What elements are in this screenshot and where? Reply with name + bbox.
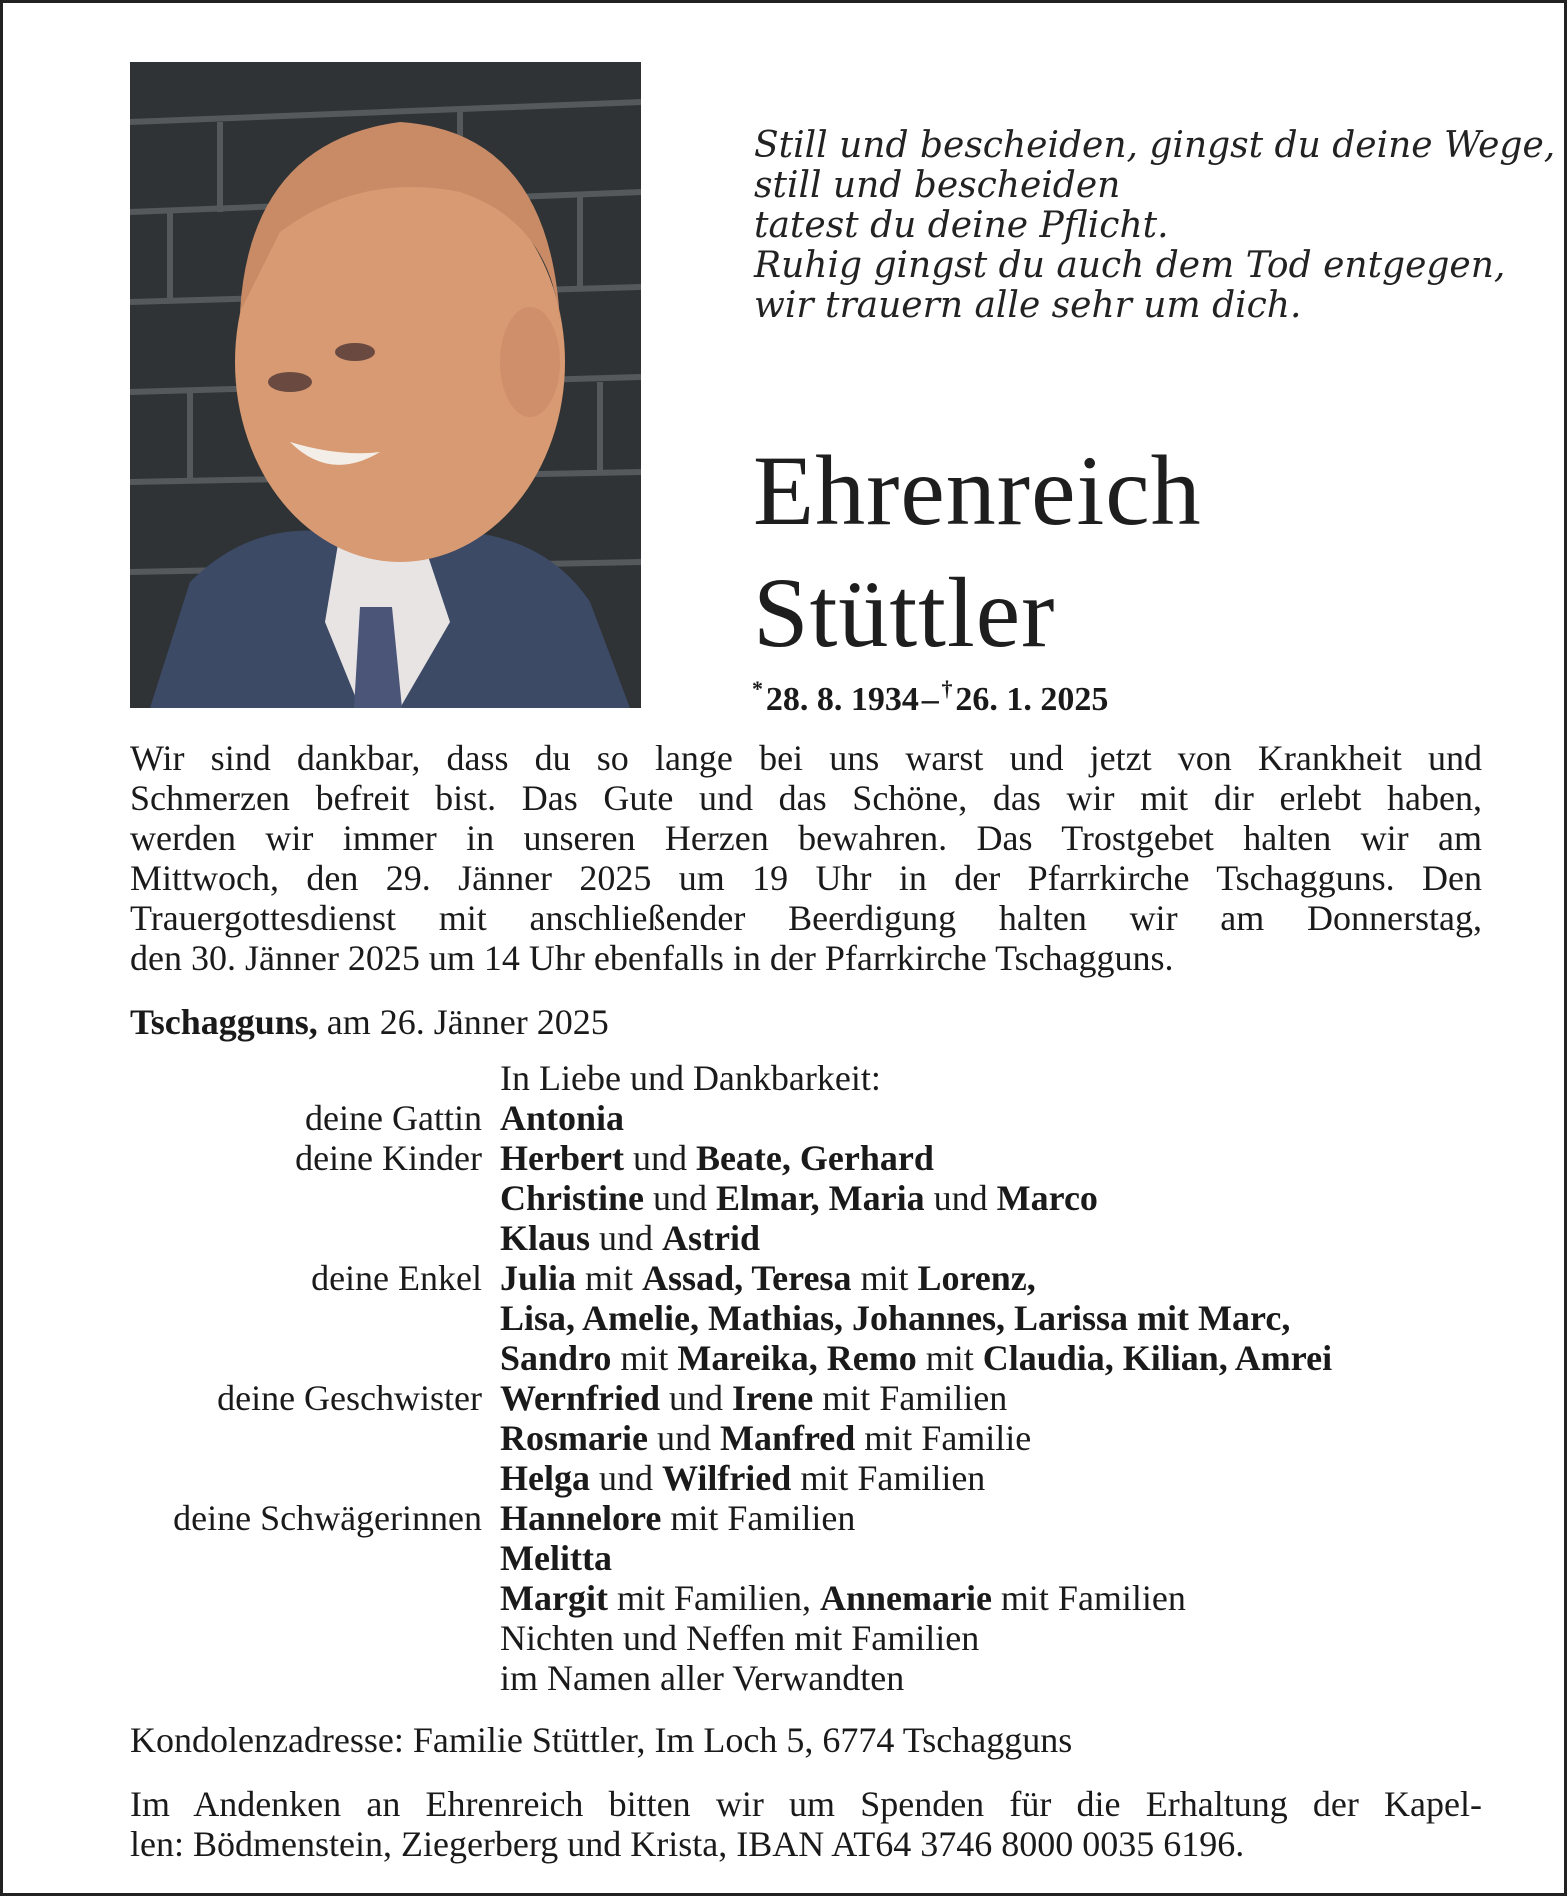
text-line: Trauergottesdienst mit anschließender Beerdigung halten wir am Donnerstag,: [130, 898, 1482, 938]
mourner-connector: mit Familien: [661, 1498, 856, 1538]
mourner-name: Elmar, Maria: [716, 1178, 925, 1218]
mourner-relation-label: [0, 1458, 500, 1498]
mourner-connector: mit Familien: [991, 1578, 1186, 1618]
mourner-row: [0, 1578, 1520, 1618]
mourner-name: Annemarie: [819, 1578, 992, 1618]
mourners-list: [0, 1058, 1520, 1698]
poem-line: Still und bescheiden, gingst du deine Wege,: [754, 125, 1556, 166]
mourner-connector: mit: [576, 1258, 643, 1298]
mourner-names: [500, 1258, 1036, 1298]
mourner-name: Melitta: [500, 1538, 612, 1578]
mourner-names: [500, 1098, 624, 1138]
mourner-row: [0, 1538, 1520, 1578]
mourner-connector: und: [589, 1458, 662, 1498]
mourner-row: [0, 1378, 1520, 1418]
text-line: Wir sind dankbar, dass du so lange bei uns warst und jetzt von Krankheit und: [130, 738, 1482, 778]
mourner-connector: und: [590, 1218, 663, 1258]
mourner-relation-label: [0, 1618, 500, 1658]
mourner-name: Herbert: [500, 1138, 624, 1178]
mourner-connector: und: [647, 1418, 720, 1458]
mourner-relation-label: [0, 1298, 500, 1338]
mourner-names: [500, 1138, 934, 1178]
text-line: Im Andenken an Ehrenreich bitten wir um Spenden für die Erhaltung der Kapel-: [130, 1784, 1482, 1824]
date-separator: –: [921, 681, 939, 718]
text-line: len: Bödmenstein, Ziegerberg und Krista, IBAN AT64 3746 8000 0035 6196.: [130, 1824, 1245, 1864]
portrait-photo: [130, 62, 641, 708]
mourner-name: Wilfried: [661, 1458, 792, 1498]
mourner-row: [0, 1098, 1520, 1138]
mourner-name: Lisa, Amelie, Mathias, Johannes, Larissa mit Marc,: [500, 1298, 1291, 1338]
mourner-connector: und: [644, 1178, 716, 1218]
mourner-row: [0, 1178, 1520, 1218]
poem-line: wir trauern alle sehr um dich.: [754, 285, 1302, 326]
mourner-row: [0, 1658, 1520, 1698]
birth-date: 28. 8. 1934: [765, 681, 919, 718]
place-date: am 26. Jänner 2025: [317, 1002, 609, 1042]
mourner-relation-label: [0, 1418, 500, 1458]
mourner-name: Hannelore: [500, 1498, 662, 1538]
mourner-connector: mit: [916, 1338, 983, 1378]
text-line: Schmerzen befreit bist. Das Gute und das Schöne, das wir mit dir erlebt haben,: [130, 778, 1482, 818]
text-line: Mittwoch, den 29. Jänner 2025 um 19 Uhr in der Pfarrkirche Tschagguns. Den: [130, 858, 1482, 898]
mourner-name: Beate, Gerhard: [695, 1138, 934, 1178]
mourner-row: [0, 1498, 1520, 1538]
mourner-connector: und: [659, 1378, 732, 1418]
mourner-names: [500, 1498, 855, 1538]
mourner-names: [500, 1378, 1007, 1418]
mourner-names: [500, 1218, 760, 1258]
memorial-poem: [754, 125, 1556, 326]
mourner-row: [0, 1298, 1520, 1338]
mourner-name: Christine: [500, 1178, 644, 1218]
mourner-names: [500, 1618, 979, 1658]
mourner-name: Klaus: [500, 1218, 591, 1258]
mourner-connector: und: [924, 1178, 997, 1218]
mourner-name: Manfred: [719, 1418, 856, 1458]
mourner-name: Rosmarie: [500, 1418, 648, 1458]
mourner-connector: mit Familien: [813, 1378, 1008, 1418]
mourner-names: [500, 1658, 904, 1698]
place-and-date: [130, 1002, 1482, 1042]
mourner-name: Antonia: [500, 1098, 625, 1138]
mourner-row: [0, 1458, 1520, 1498]
mourner-row: [0, 1138, 1520, 1178]
mourners-intro: In Liebe und Dankbarkeit:: [500, 1058, 881, 1098]
mourner-name: Marco: [996, 1178, 1098, 1218]
mourner-relation-label: deine Enkel: [311, 1258, 482, 1298]
text-line: den 30. Jänner 2025 um 14 Uhr ebenfalls in der Pfarrkirche Tschagguns.: [130, 938, 1174, 978]
mourner-relation-label: [0, 1218, 500, 1258]
mourner-relation-label: [0, 1178, 500, 1218]
mourner-name: Lorenz,: [917, 1258, 1036, 1298]
mourner-connector: im Namen aller Verwandten: [500, 1658, 905, 1698]
mourners-intro-row: [0, 1058, 1520, 1098]
mourner-relation-label: deine Gattin: [305, 1098, 482, 1138]
deceased-name: [753, 430, 1202, 674]
mourner-name: Astrid: [662, 1218, 761, 1258]
mourner-relation-label: [0, 1538, 500, 1578]
mourner-connector: Nichten und Neffen mit Familien: [500, 1618, 980, 1658]
mourner-name: Claudia, Kilian, Amrei: [982, 1338, 1333, 1378]
mourner-row: [0, 1618, 1520, 1658]
mourner-relation-label: deine Kinder: [295, 1138, 482, 1178]
poem-line: Ruhig gingst du auch dem Tod entgegen,: [754, 245, 1506, 286]
mourner-connector: mit: [611, 1338, 678, 1378]
mourner-connector: mit Familien: [791, 1458, 986, 1498]
mourner-relation-label: deine Geschwister: [217, 1378, 482, 1418]
mourner-names: [500, 1178, 1098, 1218]
mourner-names: [500, 1298, 1290, 1338]
mourner-relation-label: [0, 1578, 500, 1618]
condolence-address: Kondolenzadresse: Familie Stüttler, Im Loch 5, 6774 Tschagguns: [130, 1720, 1073, 1760]
text-line: werden wir immer in unseren Herzen bewahren. Das Trostgebet halten wir am: [130, 818, 1482, 858]
mourner-relation-label: [0, 1658, 500, 1698]
mourner-names: [500, 1538, 612, 1578]
mourner-name: Wernfried: [500, 1378, 660, 1418]
mourner-connector: mit Familie: [855, 1418, 1032, 1458]
mourner-relation-label: deine Schwägerinnen: [173, 1498, 482, 1538]
poem-line: still und bescheiden: [754, 165, 1121, 206]
birth-symbol: *: [752, 676, 763, 701]
mourner-name: Irene: [731, 1378, 814, 1418]
mourner-name: Assad, Teresa: [642, 1258, 852, 1298]
mourner-connector: mit Familien,: [607, 1578, 820, 1618]
mourner-connector: mit: [851, 1258, 918, 1298]
mourner-connector: und: [623, 1138, 696, 1178]
mourner-relation-label: [0, 1338, 500, 1378]
donation-request: [130, 1784, 1482, 1864]
mourner-row: [0, 1418, 1520, 1458]
mourner-name: Sandro: [500, 1338, 612, 1378]
life-dates: [752, 676, 1108, 719]
place-town: Tschagguns,: [130, 1002, 318, 1042]
poem-line: tatest du deine Pflicht.: [754, 205, 1169, 246]
mourner-names: [500, 1338, 1332, 1378]
death-symbol: †: [941, 676, 953, 701]
announcement-text: [130, 738, 1482, 978]
last-name: Stüttler: [753, 557, 1056, 668]
death-date: 26. 1. 2025: [955, 681, 1109, 718]
mourner-name: Helga: [500, 1458, 590, 1498]
mourner-row: [0, 1338, 1520, 1378]
mourner-name: Mareika, Remo: [677, 1338, 917, 1378]
mourner-names: [500, 1458, 985, 1498]
mourner-name: Margit: [500, 1578, 608, 1618]
mourner-row: [0, 1258, 1520, 1298]
first-name: Ehrenreich: [753, 435, 1202, 546]
mourner-names: [500, 1418, 1031, 1458]
mourner-row: [0, 1218, 1520, 1258]
mourner-names: [500, 1578, 1186, 1618]
mourner-name: Julia: [500, 1258, 577, 1298]
